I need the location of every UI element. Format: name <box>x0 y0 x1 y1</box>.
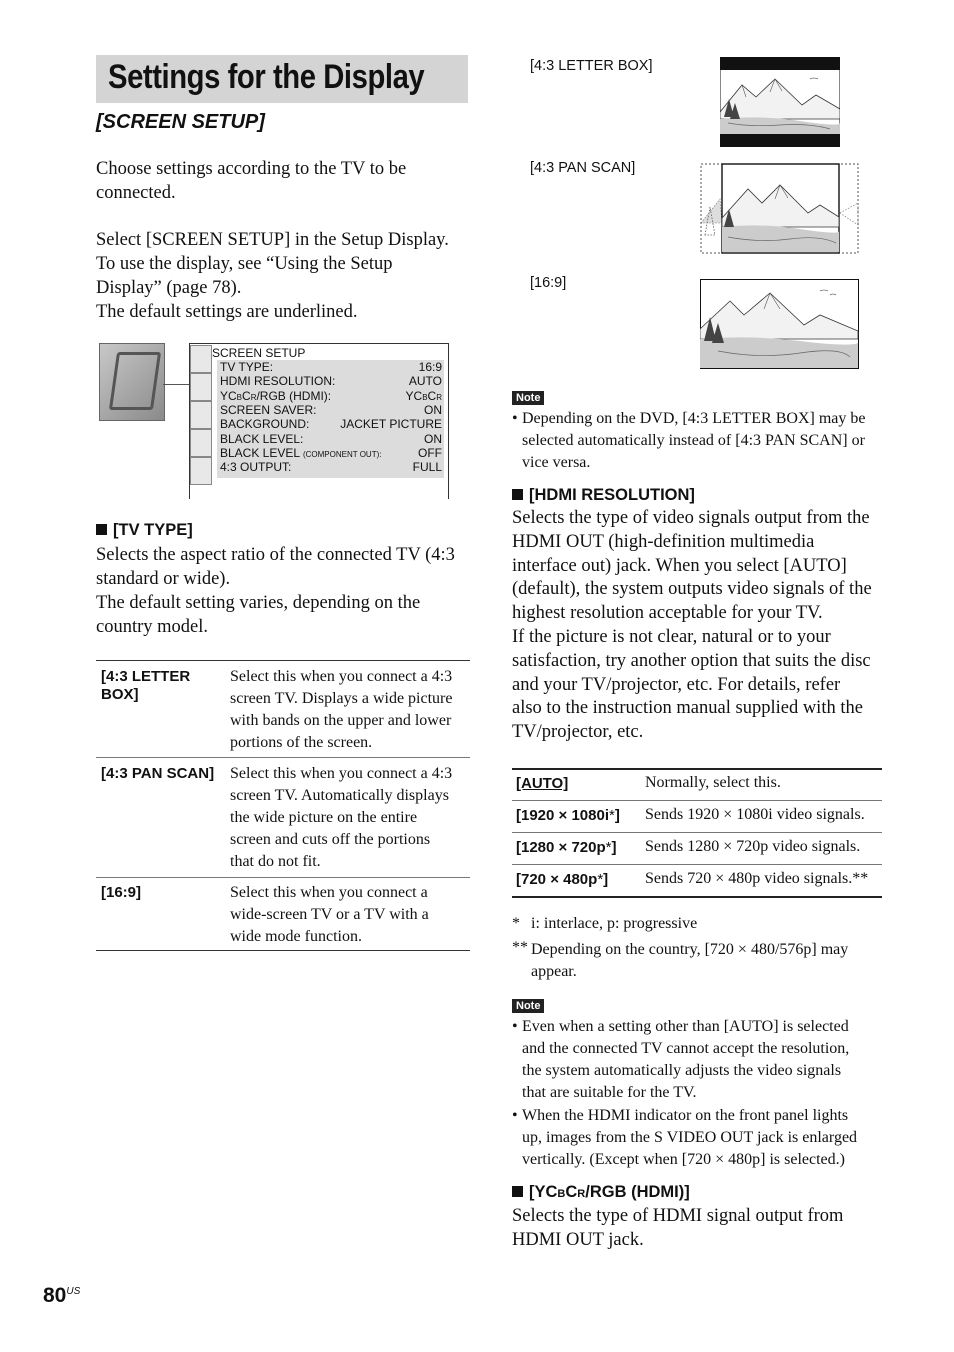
note-2-bullet-1: • Even when a setting other than [AUTO] is selected and the connected TV cannot accept the resolution, the system automatically adjusts the video signals that are suitable for the TV. <box>512 1018 850 1101</box>
menu-tab <box>190 373 212 401</box>
setup-menu-header: SCREEN SETUP <box>212 346 306 360</box>
menu-value: 16:9 <box>418 360 442 374</box>
menu-label: SCREEN SAVER: <box>220 402 317 417</box>
menu-value: YCBCR <box>405 388 442 403</box>
hdmi-option-720p: [1280 × 720p*] <box>516 839 617 856</box>
hdmi-option-1080i-desc: Sends 1920 × 1080i video signals. <box>645 806 865 823</box>
table-rule <box>512 896 882 898</box>
intro-line: The default settings are underlined. <box>96 302 358 322</box>
menu-row-43-output <box>220 460 442 474</box>
menu-label: YCBCR/RGB (HDMI): <box>220 388 332 403</box>
option-key-letterbox: [4:3 LETTER BOX] <box>101 668 191 703</box>
option-desc-169: Select this when you connect a wide-screen TV or a TV with a wide mode function. <box>230 884 429 945</box>
menu-row-ycbcr <box>220 389 442 403</box>
intro-line: Display” (page 78). <box>96 278 242 298</box>
square-bullet-icon <box>96 524 107 535</box>
ycbcr-description: Selects the type of HDMI signal output from HDMI OUT jack. <box>512 1206 844 1250</box>
table-rule <box>512 832 882 833</box>
menu-value: FULL <box>412 460 442 475</box>
square-bullet-icon <box>512 1186 523 1197</box>
letterbox-illustration <box>720 57 840 147</box>
menu-row-background <box>220 417 442 431</box>
hdmi-option-480p-desc: Sends 720 × 480p video signals.** <box>645 870 869 887</box>
tv-type-heading: [TV TYPE] <box>96 521 193 540</box>
menu-label: 4:3 OUTPUT: <box>220 460 292 475</box>
footnote-2: Depending on the country, [720 × 480/576p] may appear. <box>531 941 849 980</box>
hdmi-option-auto-desc: Normally, select this. <box>645 774 781 791</box>
tv-type-description: Selects the aspect ratio of the connected TV (4:3 standard or wide). The default setting varies, depending on the country model. <box>96 545 455 637</box>
option-desc-panscan: Select this when you connect a 4:3 screen TV. Automatically displays the wide picture on the entire screen and cuts off the portions that do not fit. <box>230 765 453 870</box>
menu-row-tv-type <box>220 360 442 374</box>
option-key-169: [16:9] <box>101 884 142 901</box>
intro-paragraph-1 <box>96 157 468 205</box>
note-2-bullet-2: • When the HDMI indicator on the front panel lights up, images from the S VIDEO OUT jack is enlarged vertically. (Except when [720 × 480p] is selected.) <box>512 1107 858 1168</box>
section-title: [SCREEN SETUP] <box>96 111 265 133</box>
menu-tab <box>190 401 212 429</box>
menu-value: ON <box>424 402 442 417</box>
menu-row-screen-saver <box>220 403 442 417</box>
screen-icon <box>109 352 161 410</box>
hdmi-option-1080i: [1920 × 1080i*] <box>516 807 620 824</box>
hdmi-resolution-heading: [HDMI RESOLUTION] <box>512 486 695 505</box>
footnote-mark: ** <box>512 939 528 956</box>
menu-label: BLACK LEVEL: <box>220 431 304 446</box>
wide-label: [16:9] <box>530 275 567 291</box>
menu-tab <box>190 345 212 373</box>
option-key-panscan: [4:3 PAN SCAN] <box>101 765 215 782</box>
menu-row-black-level-component <box>220 446 442 460</box>
letterbox-label: [4:3 LETTER BOX] <box>530 58 653 74</box>
footnote-mark: * <box>512 915 520 932</box>
menu-label: BACKGROUND: <box>220 417 310 432</box>
menu-value: ON <box>424 431 442 446</box>
note-1-bullet: • Depending on the DVD, [4:3 LETTER BOX] may be selected automatically instead of [4:3 PAN SCAN] or vice versa. <box>512 410 866 471</box>
page-title: Settings for the Display <box>108 58 425 96</box>
table-rule <box>512 768 882 770</box>
option-desc-letterbox: Select this when you connect a 4:3 screen TV. Displays a wide picture with bands on the upper and lower portions of the screen. <box>230 668 453 751</box>
panscan-label: [4:3 PAN SCAN] <box>530 160 636 176</box>
hdmi-option-720p-desc: Sends 1280 × 720p video signals. <box>645 838 861 855</box>
menu-value: AUTO <box>408 374 442 389</box>
hdmi-option-auto: [AUTO] <box>516 775 569 792</box>
panscan-illustration <box>700 163 860 255</box>
intro-line: To use the display, see “Using the Setup <box>96 254 393 274</box>
menu-label: BLACK LEVEL (COMPONENT OUT): <box>220 445 382 460</box>
menu-value: OFF <box>418 445 442 460</box>
table-rule <box>512 800 882 801</box>
menu-label: HDMI RESOLUTION: <box>220 374 336 389</box>
note-badge: Note <box>512 999 544 1013</box>
intro-paragraph-2 <box>96 228 476 324</box>
table-rule <box>96 660 470 661</box>
intro-line: Select [SCREEN SETUP] in the Setup Display. <box>96 230 449 250</box>
table-rule <box>96 877 470 878</box>
note-badge: Note <box>512 391 544 405</box>
page-number: $80^{US}$ <box>43 1284 81 1307</box>
ycbcr-heading: [YCBCR/RGB (HDMI)] <box>512 1183 690 1202</box>
menu-tab <box>190 429 212 457</box>
menu-tab <box>190 457 212 485</box>
table-rule <box>96 950 470 951</box>
hdmi-description: Selects the type of video signals output from the HDMI OUT (high-definition multimedia interface out) jack. When you select [AUTO] (default), the system outputs video signals of the highest resolution acceptable for your TV. If the picture is not clear, natural or to your satisfaction, try another option that suits the disc and your TV/projector, etc. For details, refer also to the instruction manual supplied with the TV/projector, etc. <box>512 508 872 743</box>
menu-label: TV TYPE: <box>220 360 274 374</box>
table-rule <box>512 864 882 865</box>
footnote-1: i: interlace, p: progressive <box>531 915 698 932</box>
intro-text: Choose settings according to the TV to be connected. <box>96 159 407 203</box>
menu-row-hdmi-resolution <box>220 374 442 388</box>
widescreen-illustration <box>700 279 860 369</box>
square-bullet-icon <box>512 489 523 500</box>
hdmi-option-480p: [720 × 480p*] <box>516 871 609 888</box>
menu-value: JACKET PICTURE <box>340 417 442 432</box>
table-rule <box>96 757 470 758</box>
menu-row-black-level <box>220 432 442 446</box>
